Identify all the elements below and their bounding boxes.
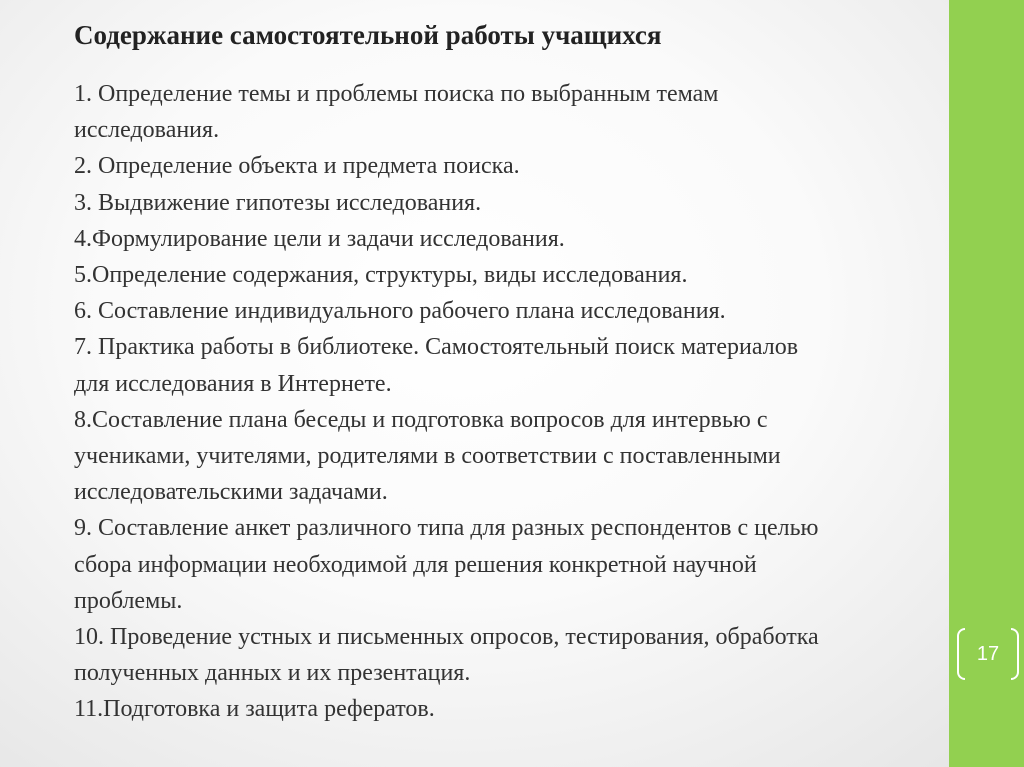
slide-body [74, 76, 964, 728]
body-line: 6. Составление индивидуального рабочего плана исследования. [74, 298, 726, 325]
page-number: 17 [976, 643, 1000, 665]
body-line: исследования. [74, 117, 220, 144]
body-line: 3. Выдвижение гипотезы исследования. [74, 189, 482, 216]
body-line: 4.Формулирование цели и задачи исследования. [74, 225, 565, 252]
body-line: исследовательскими задачами. [74, 479, 388, 506]
body-line: для исследования в Интернете. [74, 370, 392, 397]
body-line: 2. Определение объекта и предмета поиска. [74, 153, 520, 180]
body-line: 7. Практика работы в библиотеке. Самостоятельный поиск материалов [74, 334, 799, 361]
body-line: 1. Определение темы и проблемы поиска по выбранным темам [74, 81, 719, 107]
right-bracket-icon [1011, 628, 1019, 680]
body-line: сбора информации необходимой для решения конкретной научной [74, 551, 757, 578]
body-line: 11.Подготовка и защита рефератов. [74, 696, 435, 723]
body-line: учениками, учителями, родителями в соответствии с поставленными [74, 443, 781, 470]
body-line: проблемы. [74, 587, 183, 614]
body-line: 8.Составление плана беседы и подготовка вопросов для интервью с [74, 406, 768, 433]
page-number-box [957, 628, 1019, 680]
body-line: 5.Определение содержания, структуры, виды исследования. [74, 262, 688, 289]
slide-title: Содержание самостоятельной работы учащихся [74, 20, 662, 50]
body-line: 9. Составление анкет различного типа для разных респондентов с целью [74, 515, 819, 542]
body-line: полученных данных и их презентация. [74, 660, 471, 687]
body-line: 10. Проведение устных и письменных опросов, тестирования, обработка [74, 624, 819, 651]
